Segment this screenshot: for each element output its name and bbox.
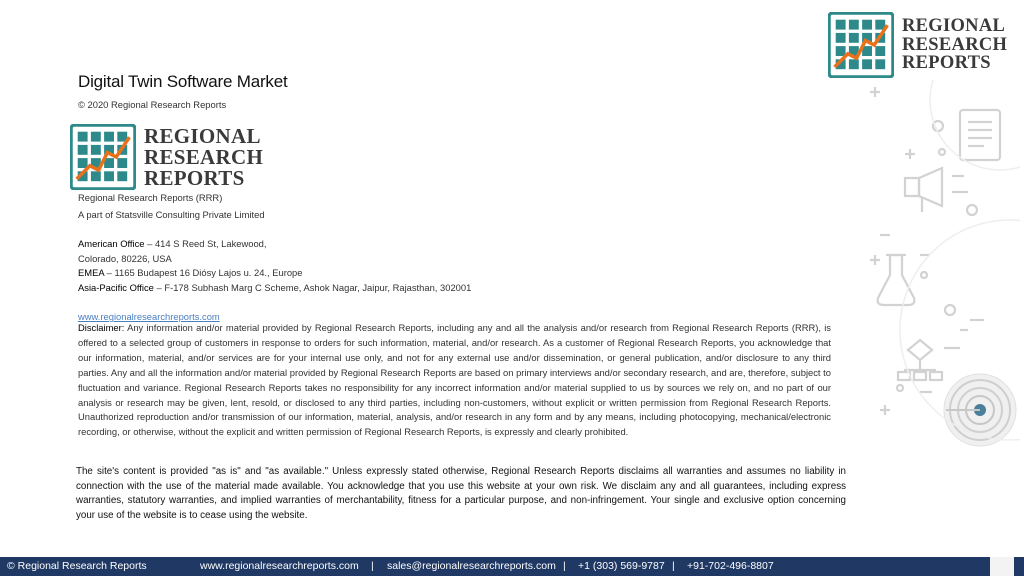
site-notice-paragraph: The site's content is provided "as is" and "as available." Unless expressly stated otherwise, Regional Research Reports disclaims all warranties and assumes no liability in connection with the use of the material made available. You acknowledge that you use this website at your own risk. We disclaim any and all guarantees, including express warranties, statutory warranties, and implied warranties of merchantability, fitness for a particular purpose, and non-infringement. Your single and exclusive option concerning your use of the website is to cease using the website.	[76, 466, 846, 521]
logo-line-2: RESEARCH	[144, 144, 264, 169]
flask-icon	[878, 255, 927, 305]
logo-chart-icon	[70, 124, 136, 190]
footer-phone-1: +1 (303) 569-9787	[578, 560, 665, 572]
logo-line-3: REPORTS	[144, 165, 245, 190]
logo-line-2: RESEARCH	[902, 34, 1008, 55]
logo-line-1: REGIONAL	[144, 123, 261, 148]
page-title: Digital Twin Software Market	[78, 72, 288, 91]
footer-phone-2: +91-702-496-8807	[687, 560, 774, 572]
decorative-icons	[860, 80, 1020, 550]
office-asia-pacific	[78, 282, 471, 293]
footer-corner-block	[990, 557, 1014, 576]
logo-line-1: REGIONAL	[902, 16, 1006, 37]
copyright-line: © 2020 Regional Research Reports	[78, 99, 227, 110]
company-parent-line: A part of Statsville Consulting Private Limited	[78, 209, 265, 220]
document-icon	[960, 110, 1000, 160]
logo-chart-icon	[828, 12, 894, 78]
office-address: F-178 Subhash Marg C Scheme, Ashok Nagar, Jaipur, Rajasthan, 302001	[164, 282, 472, 293]
website-link[interactable]: www.regionalresearchreports.com	[78, 311, 220, 322]
office-address: 1165 Budapest 16 Diósy Lajos u. 24., Europe	[114, 267, 303, 278]
footer-bar	[0, 557, 1024, 576]
company-name-line: Regional Research Reports (RRR)	[78, 192, 223, 203]
office-american-city	[78, 253, 172, 264]
office-label: EMEA	[78, 267, 105, 278]
office-sep: –	[144, 238, 155, 249]
megaphone-icon	[905, 168, 942, 212]
logo-top	[828, 12, 1007, 78]
disclaimer-paragraph	[78, 321, 831, 440]
office-address: 414 S Reed St, Lakewood,	[154, 238, 267, 249]
office-label: American Office	[78, 238, 145, 249]
footer-separator: |	[672, 560, 675, 572]
logo-middle	[70, 124, 269, 190]
office-address: Colorado, 80226, USA	[78, 253, 172, 264]
office-american	[78, 238, 267, 249]
logo-line-3: REPORTS	[902, 53, 991, 74]
footer-separator: |	[563, 560, 566, 572]
logo-wordmark	[144, 123, 264, 190]
disclaimer-text: Any information and/or material provided by Regional Research Reports, including any and all the analysis and/or research from Regional Research Reports (RRR), is offered to a selected group of customers in response to orders for such information, material, and/or research. As a customer of Regional Research Reports, you acknowledge that our information, material, and/or services are for your internal use only, and not for any external use and/or dissemination, or general publication, and/or disclosure to any third parties. Any and all the information and/or material provided by Regional Research Reports are based on primary interviews and/or secondary research, and are, therefore, subject to fluctuation and variance. Regional Research Reports takes no responsibility for any incorrect information and/or material supplied to us by sources we rely on, and no part of our analysis or research may be given, lent, resold, or disclosed to any third parties, including non-customers, without explicit or written permission from Regional Research Reports. Unauthorized reproduction and/or transmission of our information, material, analysis, and/or research in any form and by any means, including photocopying, mechanical/electronic recording, or otherwise, without the explicit and written permission of Regional Research Reports, is expressly and clearly prohibited.	[78, 322, 831, 438]
office-sep: –	[153, 282, 165, 293]
footer-copyright: © Regional Research Reports	[7, 560, 147, 572]
disclaimer-label: Disclaimer:	[78, 322, 125, 333]
office-sep: –	[104, 267, 115, 278]
office-label: Asia-Pacific Office	[78, 282, 154, 293]
footer-separator: |	[371, 560, 374, 572]
office-emea	[78, 267, 302, 278]
logo-wordmark	[902, 17, 1007, 73]
footer-email[interactable]: sales@regionalresearchreports.com	[387, 560, 556, 572]
footer-website[interactable]: www.regionalresearchreports.com	[200, 560, 359, 572]
